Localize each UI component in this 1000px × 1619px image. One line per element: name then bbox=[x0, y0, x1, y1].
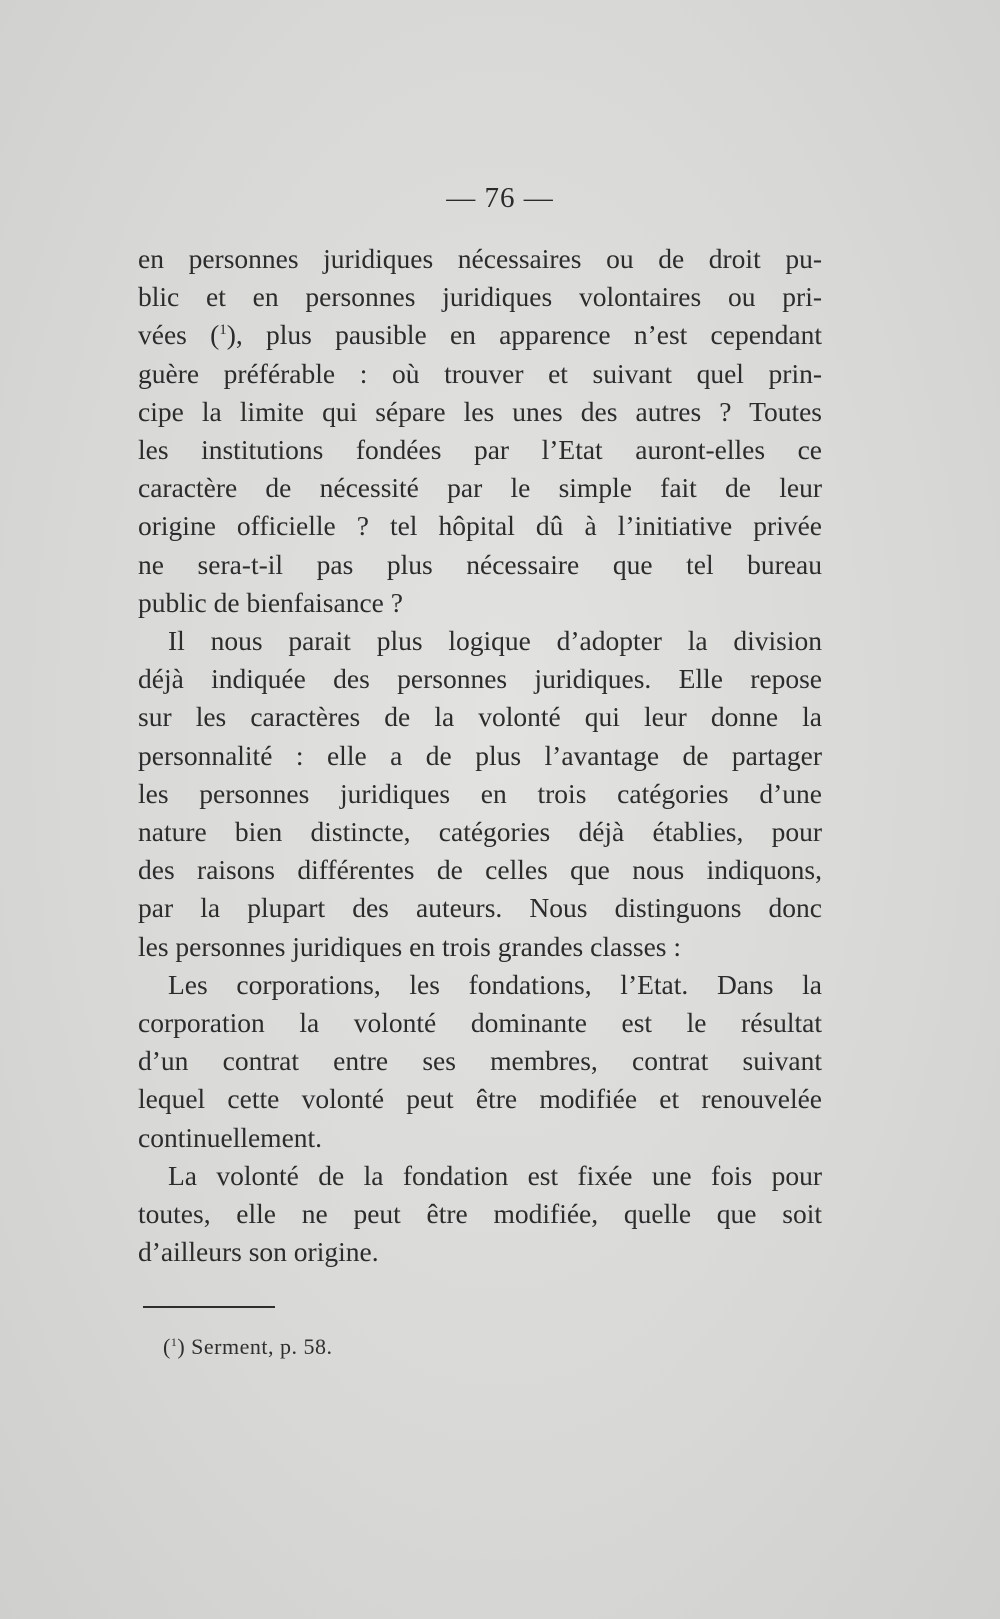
text-line bbox=[138, 507, 822, 545]
text-line-content: public de bienfaisance ? bbox=[138, 586, 403, 618]
text-line-content: les institutions fondées par l’Etat auront-elles ce bbox=[138, 434, 822, 466]
footnote-text: Serment, p. 58. bbox=[185, 1334, 333, 1359]
text-line bbox=[138, 355, 822, 393]
text-line-content: personnalité : elle a de plus l’avantage de partager bbox=[138, 739, 822, 771]
text-line-content: par la plupart des auteurs. Nous distinguons donc bbox=[138, 892, 822, 924]
text-line-content: blic et en personnes juridiques volontaires ou pri- bbox=[138, 281, 822, 313]
footnote bbox=[163, 1334, 332, 1360]
text-line bbox=[138, 1233, 822, 1271]
text-line-content: La volonté de la fondation est fixée une fois pour bbox=[168, 1159, 822, 1191]
text-line-part: vées ( bbox=[138, 319, 220, 351]
text-line bbox=[138, 928, 822, 966]
body-text bbox=[138, 240, 822, 1271]
text-line-content: cipe la limite qui sépare les unes des autres ? Toutes bbox=[138, 395, 822, 427]
text-line-content: toutes, elle ne peut être modifiée, quelle que soit bbox=[138, 1198, 822, 1230]
text-line-content: Il nous parait plus logique d’adopter la division bbox=[168, 625, 822, 657]
text-line-content: lequel cette volonté peut être modifiée et renouvelée bbox=[138, 1083, 822, 1115]
text-line bbox=[138, 889, 822, 927]
text-line-content: les personnes juridiques en trois grandes classes : bbox=[138, 930, 682, 962]
text-line-content: sur les caractères de la volonté qui leur donne la bbox=[138, 701, 822, 733]
text-line bbox=[138, 737, 822, 775]
text-line-content: Les corporations, les fondations, l’Etat. Dans la bbox=[168, 968, 822, 1000]
text-line bbox=[138, 1157, 822, 1195]
text-line bbox=[138, 278, 822, 316]
text-line bbox=[138, 431, 822, 469]
text-line-content: corporation la volonté dominante est le résultat bbox=[138, 1007, 822, 1039]
text-line bbox=[138, 698, 822, 736]
text-line-content: origine officielle ? tel hôpital dû à l’initiative privée bbox=[138, 510, 822, 542]
text-line bbox=[138, 1004, 822, 1042]
text-line-content: continuellement. bbox=[138, 1121, 323, 1153]
footnote-close-paren: ) bbox=[177, 1334, 186, 1359]
text-line bbox=[138, 622, 822, 660]
footnote-separator bbox=[143, 1306, 275, 1308]
text-line-content: ne sera-t-il pas plus nécessaire que tel bureau bbox=[138, 548, 822, 580]
text-line bbox=[138, 316, 822, 354]
text-line-content: déjà indiquée des personnes juridiques. Elle repose bbox=[138, 663, 822, 695]
text-line bbox=[138, 1042, 822, 1080]
text-line-content: en personnes juridiques nécessaires ou de droit pu- bbox=[138, 243, 822, 274]
text-line bbox=[138, 393, 822, 431]
text-line bbox=[138, 1195, 822, 1233]
text-line-content: des raisons différentes de celles que nous indiquons, bbox=[138, 854, 822, 886]
text-line bbox=[138, 660, 822, 698]
text-line bbox=[138, 546, 822, 584]
text-line bbox=[138, 851, 822, 889]
text-line-content: d’ailleurs son origine. bbox=[138, 1236, 379, 1268]
text-line bbox=[138, 584, 822, 622]
text-line-content: nature bien distincte, catégories déjà établies, pour bbox=[138, 816, 822, 848]
text-line bbox=[138, 469, 822, 507]
text-line bbox=[138, 1080, 822, 1118]
text-line bbox=[138, 775, 822, 813]
text-line-content: d’un contrat entre ses membres, contrat suivant bbox=[138, 1045, 822, 1077]
text-line bbox=[138, 813, 822, 851]
text-line bbox=[138, 240, 822, 278]
footnote-marker: 1 bbox=[170, 1335, 178, 1349]
text-line-content: guère préférable : où trouver et suivant quel prin- bbox=[138, 357, 822, 389]
text-line-content: caractère de nécessité par le simple fait de leur bbox=[138, 472, 822, 504]
footnote-reference: 1 bbox=[219, 322, 227, 339]
text-line-content: les personnes juridiques en trois catégories d’une bbox=[138, 777, 822, 809]
text-line bbox=[138, 966, 822, 1004]
text-line-part: ), plus pausible en apparence n’est cependant bbox=[226, 319, 822, 351]
page-number: — 76 — bbox=[446, 182, 554, 214]
text-line bbox=[138, 1119, 822, 1157]
footnote-open-paren: ( bbox=[163, 1334, 171, 1359]
